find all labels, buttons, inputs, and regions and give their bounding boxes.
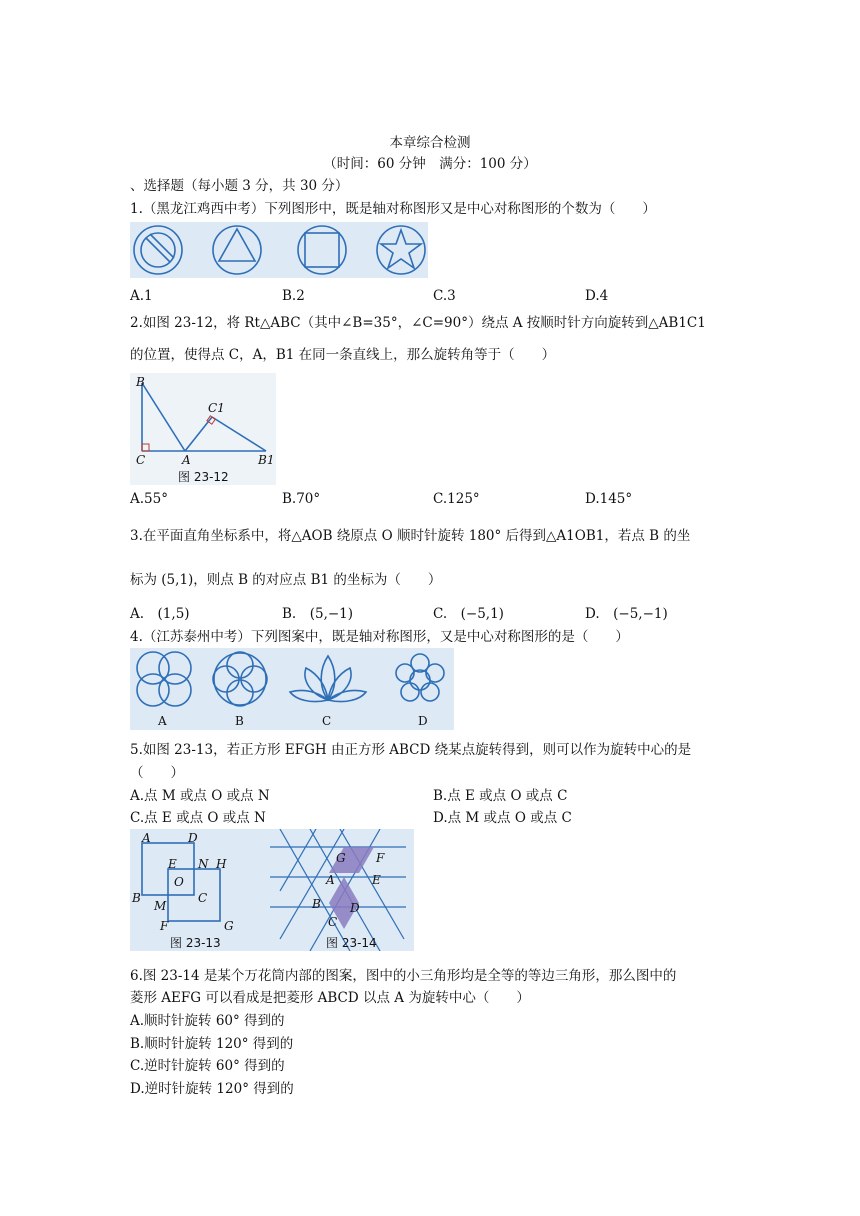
f13-label-a: A	[142, 831, 151, 845]
q3-option-d: D. (−5,−1)	[585, 606, 668, 622]
circle-star-icon	[377, 226, 425, 274]
f13-label-h: H	[216, 857, 227, 871]
f13-label-m: M	[154, 899, 167, 913]
figure-23-13-caption: 图 23-13	[170, 936, 221, 950]
q2-option-d: D.145°	[585, 491, 633, 507]
q5-option-a: A.点 M 或点 O 或点 N	[130, 788, 270, 804]
question-2-line-1: 2.如图 23-12，将 Rt△ABC（其中∠B=35°，∠C=90°）绕点 A 按顺时针方向旋转到△AB1C1	[130, 315, 706, 331]
q1-option-d: D.4	[585, 288, 609, 304]
page-subtitle: （时间：60 分钟 满分：100 分）	[323, 156, 537, 172]
q4-label-d: D	[418, 714, 428, 728]
q6-option-d: D.逆时针旋转 120° 得到的	[130, 1081, 294, 1097]
f13-label-d: D	[188, 831, 198, 845]
q3-option-b: B. (5,−1)	[282, 606, 354, 622]
page-title: 本章综合检测	[389, 135, 471, 151]
f14-label-e: E	[372, 873, 381, 887]
f14-label-f: F	[376, 851, 385, 865]
question-3-line-2: 标为 (5,1)，则点 B 的对应点 B1 的坐标为（ ）	[130, 572, 442, 588]
figures-23-13-14	[130, 829, 414, 951]
f14-label-a: A	[326, 873, 335, 887]
circle-square-icon	[298, 226, 346, 274]
q5-option-d: D.点 M 或点 O 或点 C	[433, 810, 572, 826]
f13-label-f: F	[160, 919, 169, 933]
q6-option-b: B.顺时针旋转 120° 得到的	[130, 1036, 294, 1052]
f13-label-o: O	[174, 875, 184, 889]
label-b: B	[136, 375, 145, 389]
label-c1: C1	[208, 401, 225, 415]
q4-label-a: A	[158, 714, 167, 728]
q4-label-c: C	[322, 714, 332, 728]
q5-option-b: B.点 E 或点 O 或点 C	[433, 788, 568, 804]
label-b1: B1	[258, 453, 275, 467]
f14-label-g: G	[336, 851, 346, 865]
question-6-line-2: 菱形 AEFG 可以看成是把菱形 ABCD 以点 A 为旋转中心（ ）	[130, 990, 530, 1006]
circle-triangle-icon	[213, 226, 261, 274]
q2-option-c: C.125°	[433, 491, 480, 507]
question-3-line-1: 3.在平面直角坐标系中，将△AOB 绕原点 O 顺时针旋转 180° 后得到△A1OB1，若点 B 的坐	[130, 528, 691, 544]
f14-label-d: D	[350, 901, 360, 915]
q1-option-b: B.2	[282, 288, 305, 304]
f13-label-n: N	[198, 857, 209, 871]
f13-label-e: E	[168, 857, 177, 871]
question-5-line-2: （ ）	[130, 765, 184, 781]
label-c: C	[136, 453, 146, 467]
question-5-line-1: 5.如图 23-13，若正方形 EFGH 由正方形 ABCD 绕某点旋转得到，则可以作为旋转中心的是	[130, 742, 692, 758]
q2-option-b: B.70°	[282, 491, 321, 507]
section-heading: 、选择题（每小题 3 分，共 30 分）	[130, 178, 349, 194]
f14-label-c: C	[328, 915, 338, 929]
figure-23-12	[130, 373, 276, 485]
f13-label-g: G	[224, 919, 234, 933]
question-1-stem: 1.（黑龙江鸡西中考）下列图形中，既是轴对称图形又是中心对称图形的个数为（ ）	[130, 201, 656, 217]
no-entry-circle-icon	[134, 226, 182, 274]
q3-option-a: A. (1,5)	[130, 606, 190, 622]
f14-label-b: B	[312, 897, 321, 911]
lotus-icon	[290, 656, 366, 702]
flower-icon	[396, 654, 444, 701]
figure-23-14-caption: 图 23-14	[326, 936, 377, 950]
four-circles-icon	[137, 652, 191, 706]
question-4-stem: 4.（江苏泰州中考）下列图案中，既是轴对称图形，又是中心对称图形的是（ ）	[130, 629, 629, 645]
q2-option-a: A.55°	[130, 491, 168, 507]
q4-figure	[130, 648, 454, 730]
q1-figure	[130, 222, 428, 278]
q6-option-c: C.逆时针旋转 60° 得到的	[130, 1058, 285, 1074]
f13-label-c: C	[198, 891, 208, 905]
figure-caption: 图 23-12	[178, 470, 229, 484]
q4-label-b: B	[235, 714, 244, 728]
question-6-line-1: 6.图 23-14 是某个万花筒内部的图案，图中的小三角形均是全等的等边三角形，那么图中的	[130, 968, 677, 984]
f13-label-b: B	[132, 891, 141, 905]
quatrefoil-icon	[213, 652, 267, 706]
q1-option-c: C.3	[433, 288, 456, 304]
q5-option-c: C.点 E 或点 O 或点 N	[130, 810, 266, 826]
question-2-line-2: 的位置，使得点 C，A，B1 在同一条直线上，那么旋转角等于（ ）	[130, 347, 556, 363]
q6-option-a: A.顺时针旋转 60° 得到的	[130, 1013, 285, 1029]
q1-option-a: A.1	[130, 288, 153, 304]
label-a: A	[182, 453, 191, 467]
q3-option-c: C. (−5,1)	[433, 606, 504, 622]
